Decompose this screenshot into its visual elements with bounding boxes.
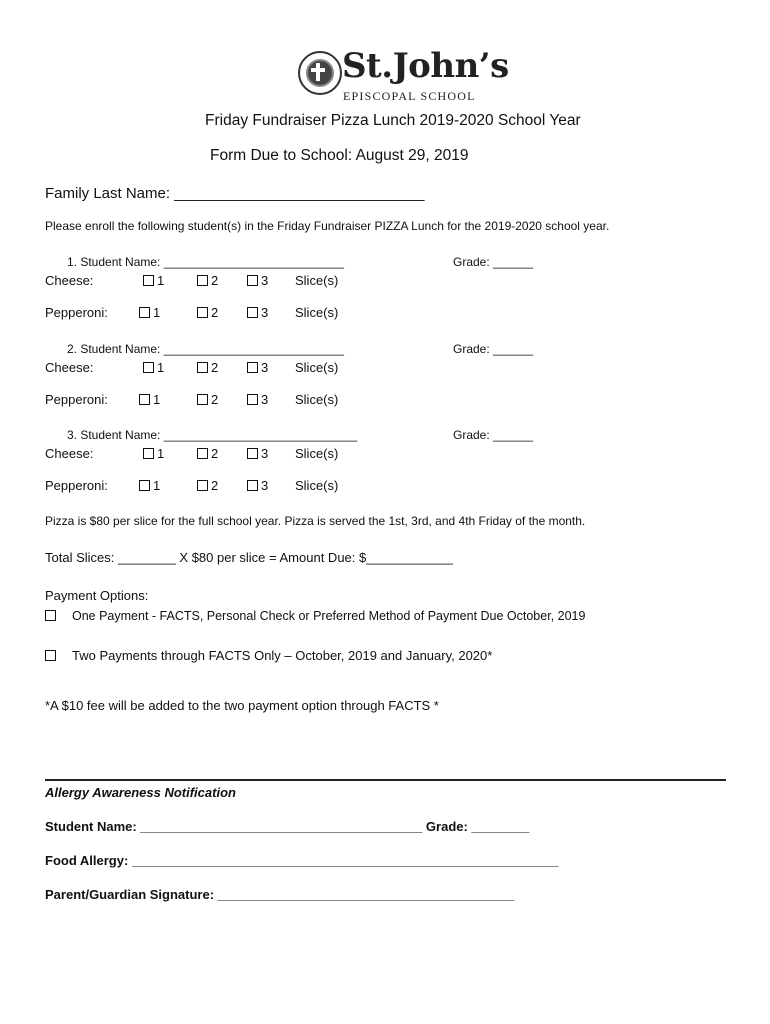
slices-label: Slice(s) xyxy=(295,273,339,288)
student-2-grade-field[interactable]: Grade: ______ xyxy=(453,342,534,356)
slices-label: Slice(s) xyxy=(295,360,339,375)
checkbox-icon[interactable] xyxy=(143,275,154,286)
school-name-logo: St.John’s xyxy=(342,46,509,86)
checkbox-icon[interactable] xyxy=(247,480,258,491)
student-2-name-field[interactable]: 2. Student Name: ___________________________ xyxy=(67,342,344,356)
student-3-pepperoni-label: Pepperoni: xyxy=(45,478,108,493)
total-slices-field[interactable]: Total Slices: ________ X $80 per slice = Amount Due: $____________ xyxy=(45,550,453,565)
student-1-pepperoni-option-1[interactable]: 1 xyxy=(139,305,160,320)
student-1-name-field[interactable]: 1. Student Name: ___________________________ xyxy=(67,255,344,269)
checkbox-icon[interactable] xyxy=(45,610,56,621)
payment-option-one[interactable]: One Payment - FACTS, Personal Check or Preferred Method of Payment Due October, 2019 xyxy=(45,609,585,623)
slices-label: Slice(s) xyxy=(295,446,339,461)
slices-label: Slice(s) xyxy=(295,478,339,493)
student-2-cheese-option-2[interactable]: 2 xyxy=(197,360,218,375)
student-3-cheese-option-1[interactable]: 1 xyxy=(143,446,164,461)
checkbox-icon[interactable] xyxy=(45,650,56,661)
student-1-grade-field[interactable]: Grade: ______ xyxy=(453,255,534,269)
student-2-pepperoni-option-2[interactable]: 2 xyxy=(197,392,218,407)
student-3-cheese-label: Cheese: xyxy=(45,446,94,461)
checkbox-icon[interactable] xyxy=(247,307,258,318)
student-2-cheese-option-1[interactable]: 1 xyxy=(143,360,164,375)
checkbox-icon[interactable] xyxy=(143,362,154,373)
checkbox-icon[interactable] xyxy=(197,275,208,286)
checkbox-icon[interactable] xyxy=(247,394,258,405)
family-last-name-field[interactable]: Family Last Name: ______________________________ xyxy=(45,185,425,202)
student-2-pepperoni-label: Pepperoni: xyxy=(45,392,108,407)
payment-option-two[interactable]: Two Payments through FACTS Only – October, 2019 and January, 2020* xyxy=(45,648,492,663)
student-1-pepperoni-label: Pepperoni: xyxy=(45,305,108,320)
section-divider xyxy=(45,779,726,781)
student-1-pepperoni-option-3[interactable]: 3 xyxy=(247,305,268,320)
checkbox-icon[interactable] xyxy=(247,448,258,459)
student-2-cheese-option-3[interactable]: 3 xyxy=(247,360,268,375)
student-3-name-field[interactable]: 3. Student Name: _____________________________ xyxy=(67,428,358,442)
checkbox-icon[interactable] xyxy=(197,362,208,373)
student-3-pepperoni-option-1[interactable]: 1 xyxy=(139,478,160,493)
form-title: Friday Fundraiser Pizza Lunch 2019-2020 School Year xyxy=(205,112,581,129)
student-3-pepperoni-option-2[interactable]: 2 xyxy=(197,478,218,493)
student-1-cheese-label: Cheese: xyxy=(45,273,94,288)
checkbox-icon[interactable] xyxy=(247,362,258,373)
student-3-cheese-option-3[interactable]: 3 xyxy=(247,446,268,461)
checkbox-icon[interactable] xyxy=(197,480,208,491)
checkbox-icon[interactable] xyxy=(139,480,150,491)
checkbox-icon[interactable] xyxy=(139,307,150,318)
allergy-heading: Allergy Awareness Notification xyxy=(45,785,236,800)
form-due-date: Form Due to School: August 29, 2019 xyxy=(210,147,469,164)
food-allergy-field[interactable]: Food Allergy: ___________________________________________________________ xyxy=(45,853,559,868)
price-note: Pizza is $80 per slice for the full school year. Pizza is served the 1st, 3rd, and 4th Friday of the month. xyxy=(45,514,586,528)
school-subtitle-logo: EPISCOPAL SCHOOL xyxy=(343,89,476,103)
slices-label: Slice(s) xyxy=(295,392,339,407)
student-3-grade-field[interactable]: Grade: ______ xyxy=(453,428,534,442)
checkbox-icon[interactable] xyxy=(139,394,150,405)
student-1-cheese-option-3[interactable]: 3 xyxy=(247,273,268,288)
parent-signature-field[interactable]: Parent/Guardian Signature: _________________________________________ xyxy=(45,887,515,902)
checkbox-icon[interactable] xyxy=(247,275,258,286)
allergy-student-name-field[interactable]: Student Name: _______________________________________ Grade: ________ xyxy=(45,819,530,834)
student-1-pepperoni-option-2[interactable]: 2 xyxy=(197,305,218,320)
checkbox-icon[interactable] xyxy=(197,307,208,318)
student-2-pepperoni-option-1[interactable]: 1 xyxy=(139,392,160,407)
student-2-cheese-label: Cheese: xyxy=(45,360,94,375)
student-2-pepperoni-option-3[interactable]: 3 xyxy=(247,392,268,407)
checkbox-icon[interactable] xyxy=(197,448,208,459)
student-3-cheese-option-2[interactable]: 2 xyxy=(197,446,218,461)
enroll-instructions: Please enroll the following student(s) in the Friday Fundraiser PIZZA Lunch for the 2019-2020 school year. xyxy=(45,219,610,233)
checkbox-icon[interactable] xyxy=(197,394,208,405)
fee-note: *A $10 fee will be added to the two payment option through FACTS * xyxy=(45,698,439,713)
checkbox-icon[interactable] xyxy=(143,448,154,459)
student-1-cheese-option-2[interactable]: 2 xyxy=(197,273,218,288)
student-3-pepperoni-option-3[interactable]: 3 xyxy=(247,478,268,493)
slices-label: Slice(s) xyxy=(295,305,339,320)
payment-options-heading: Payment Options: xyxy=(45,588,149,603)
school-seal-logo xyxy=(298,51,342,95)
student-1-cheese-option-1[interactable]: 1 xyxy=(143,273,164,288)
